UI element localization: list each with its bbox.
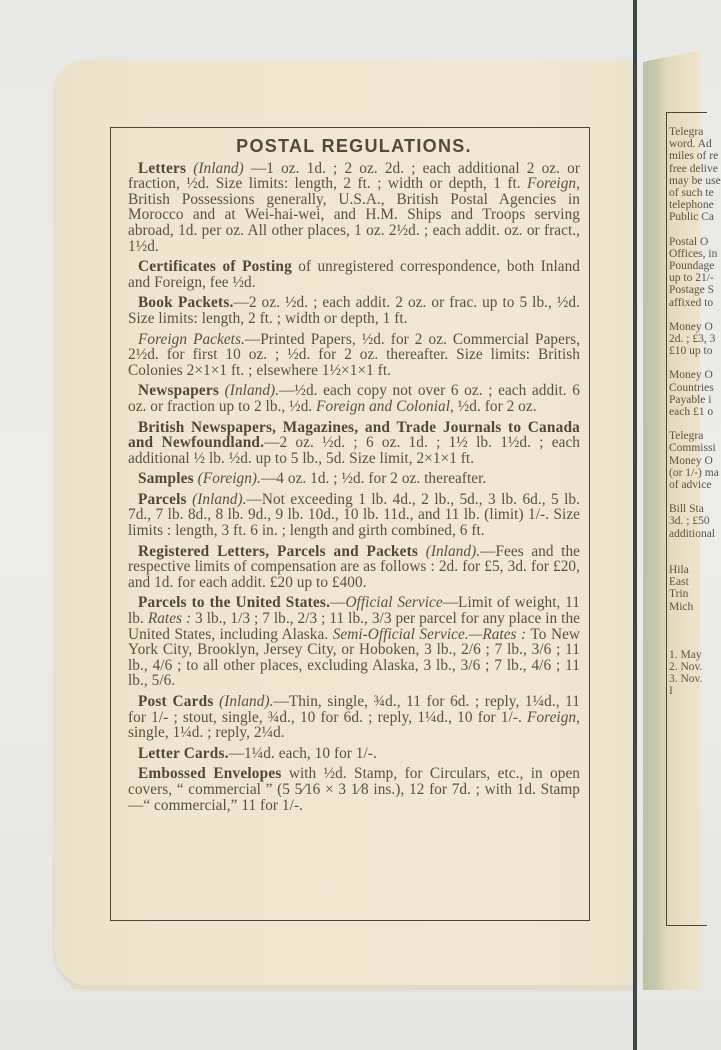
adjacent-page-line (669, 357, 700, 369)
adjacent-page-line: Public Ca (669, 211, 715, 224)
adjacent-page-line: may be use (669, 174, 721, 187)
adjacent-page-line: miles of re (669, 150, 719, 163)
adjacent-page-text (669, 126, 721, 698)
adjacent-page-line: Postage S (669, 284, 715, 297)
paragraph-certificates: Certificates of Posting of unregistered correspondence, both Inland and Foreign, fee ½d. (128, 258, 580, 291)
adjacent-page-line: Money O (669, 320, 713, 333)
adjacent-page-line: Payable i (669, 393, 712, 406)
adjacent-page-line (669, 540, 700, 552)
adjacent-page-line: of such te (669, 187, 714, 200)
adjacent-page-line (669, 613, 700, 625)
adjacent-page-line: Mich (669, 600, 694, 613)
paragraph-book-packets: Book Packets.—2 oz. ½d. ; each addit. 2 oz. or frac. up to 5 lb., ½d. Size limits: length, 2 ft. ; width or depth, 1 ft. (128, 294, 580, 327)
paragraph-post-cards: Post Cards (Inland).—Thin, single, ¾d., 11 for 6d. ; reply, 1¼d., 11 for 1/- ; stout, single, ¾d., 10 for 6d. ; reply, 1¼d., 10 for 1/-. Foreign, single, 1¼d. ; reply, 2¼d. (128, 693, 580, 742)
adjacent-page-line: East (669, 576, 689, 589)
book-spine-divider (633, 0, 637, 1050)
adjacent-page-line: Money O (669, 454, 713, 467)
adjacent-page-line: £10 up to (669, 345, 713, 358)
adjacent-page-line (669, 552, 700, 564)
adjacent-page-line: of advice (669, 479, 712, 492)
adjacent-page-line: 3d. ; £50 (669, 515, 710, 528)
adjacent-page-line: Telegra (669, 430, 704, 443)
adjacent-page-line: telephone (669, 199, 714, 212)
adjacent-page-line: Commissi (669, 442, 716, 455)
adjacent-page-line (669, 637, 700, 649)
adjacent-page-line (669, 224, 700, 236)
adjacent-page-line: Trin (669, 588, 689, 601)
adjacent-page-line (669, 418, 700, 430)
adjacent-page-line: Countries (669, 381, 714, 394)
postal-regulations-text (128, 135, 580, 818)
adjacent-page-line: I (669, 685, 673, 698)
adjacent-page-line (669, 309, 700, 321)
adjacent-page-line: Postal O (669, 235, 709, 248)
paragraph-letter-cards: Letter Cards.—1¼d. each, 10 for 1/-. (138, 744, 377, 762)
paragraph-registered: Registered Letters, Parcels and Packets (Inland).—Fees and the respective limits of compensation are as follows : 2d. for £5, 3d. for £20, and 1d. for each addit. £20 up to £400. (128, 542, 581, 591)
paragraph-embossed-envelopes: Embossed Envelopes with ½d. Stamp, for Circulars, etc., in open covers, “ commercial ” (5 5⁄16 × 3 1⁄8 ins.), 12 for 7d. ; with 1d. Stamp—“ commercial,” 11 for 1/-. (128, 765, 580, 814)
adjacent-page-line: Telegra (669, 126, 704, 138)
adjacent-page-line: additional (669, 527, 715, 540)
adjacent-page-line (669, 625, 700, 637)
paragraph-letters: Letters (Inland) —1 oz. 1d. ; 2 oz. 2d. ; each additional 2 oz. or fraction, ½d. Size limits: length, 2 ft. ; width or depth, 1 ft. Foreign, British Possessions generally, U.S.A., British Postal Agencies in Morocco and at Wei-hai-wei, and H.M. Ships and Troops serving abroad, 1d. per oz. All other places, 1 oz. 2½d. ; each addit. oz. or fract., 1½d. (128, 159, 580, 255)
adjacent-page-line: Offices, in (669, 247, 718, 260)
adjacent-page-line: Poundage (669, 260, 715, 273)
paragraph-samples: Samples (Foreign).—4 oz. 1d. ; ½d. for 2 oz. thereafter. (138, 470, 487, 488)
adjacent-page-line: 3. Nov. (669, 673, 703, 686)
page-edge (70, 985, 635, 989)
adjacent-page-line: Hila (669, 563, 689, 576)
adjacent-page-line: 2. Nov. (669, 660, 703, 673)
adjacent-page-line: each £1 o (669, 406, 714, 419)
adjacent-page-line: Bill Sta (669, 503, 704, 516)
paragraph-parcels-inland: Parcels (Inland).—Not exceeding 1 lb. 4d., 2 lb., 5d., 3 lb. 6d., 5 lb. 7d., 7 lb. 8d., 8 lb. 9d., 9 lb. 10d., 10 lb. 11d., and 11 lb. (limit) 1/-. Size limits : length, 3 ft. 6 in. ; length and girth combined, 6 ft. (128, 490, 580, 540)
paragraph-british-newspapers: British Newspapers, Magazines, and Trade Journals to Canada and Newfoundland.—2 oz. ½d. ; 6 oz. 1d. ; 1½ lb. 1½d. ; each additional ½ lb. ½d. up to 5 lb., 5d. Size limit, 2×1×1 ft. (128, 418, 580, 467)
adjacent-page-line: 2d. ; £3, 3 (669, 333, 716, 346)
adjacent-page-line: word. Ad (669, 138, 712, 151)
adjacent-page-line: (or 1/-) ma (669, 466, 719, 479)
page-title: POSTAL REGULATIONS. (236, 136, 472, 156)
adjacent-page-line: Money O (669, 369, 713, 382)
adjacent-page-line: affixed to (669, 296, 714, 309)
paragraph-newspapers: Newspapers (Inland).—½d. each copy not over 6 oz. ; each addit. 6 oz. or fraction up to 2 lb., ½d. Foreign and Colonial, ½d. for 2 oz. (128, 382, 580, 415)
adjacent-page-line (669, 491, 700, 503)
adjacent-page-line: free delive (669, 162, 718, 175)
adjacent-page-line: up to 21/- (669, 272, 714, 285)
paragraph-foreign-packets: Foreign Packets.—Printed Papers, ½d. for 2 oz. Commercial Papers, 2½d. for first 10 oz. ; ½d. for 2 oz. thereafter. Size limits: British Colonies 2×1×1 ft. ; elsewhere 1½×1×1 ft. (128, 330, 580, 379)
paragraph-parcels-us: Parcels to the United States.—Official Service—Limit of weight, 11 lb. Rates : 3 lb., 1/3 ; 7 lb., 2/3 ; 11 lb., 3/3 per parcel for any place in the United States, including Alaska. Semi-Official Service.—Rates : To New York City, Brooklyn, Jersey City, or Hoboken, 3 lb., 2/6 ; 7 lb., 3/6 ; 11 lb., 4/6 ; to all other places, excluding Alaska, 3 lb., 3/6 ; 7 lb., 4/6 ; 11 lb., 5/6. (128, 594, 581, 690)
adjacent-page-line: 1. May (669, 648, 702, 661)
